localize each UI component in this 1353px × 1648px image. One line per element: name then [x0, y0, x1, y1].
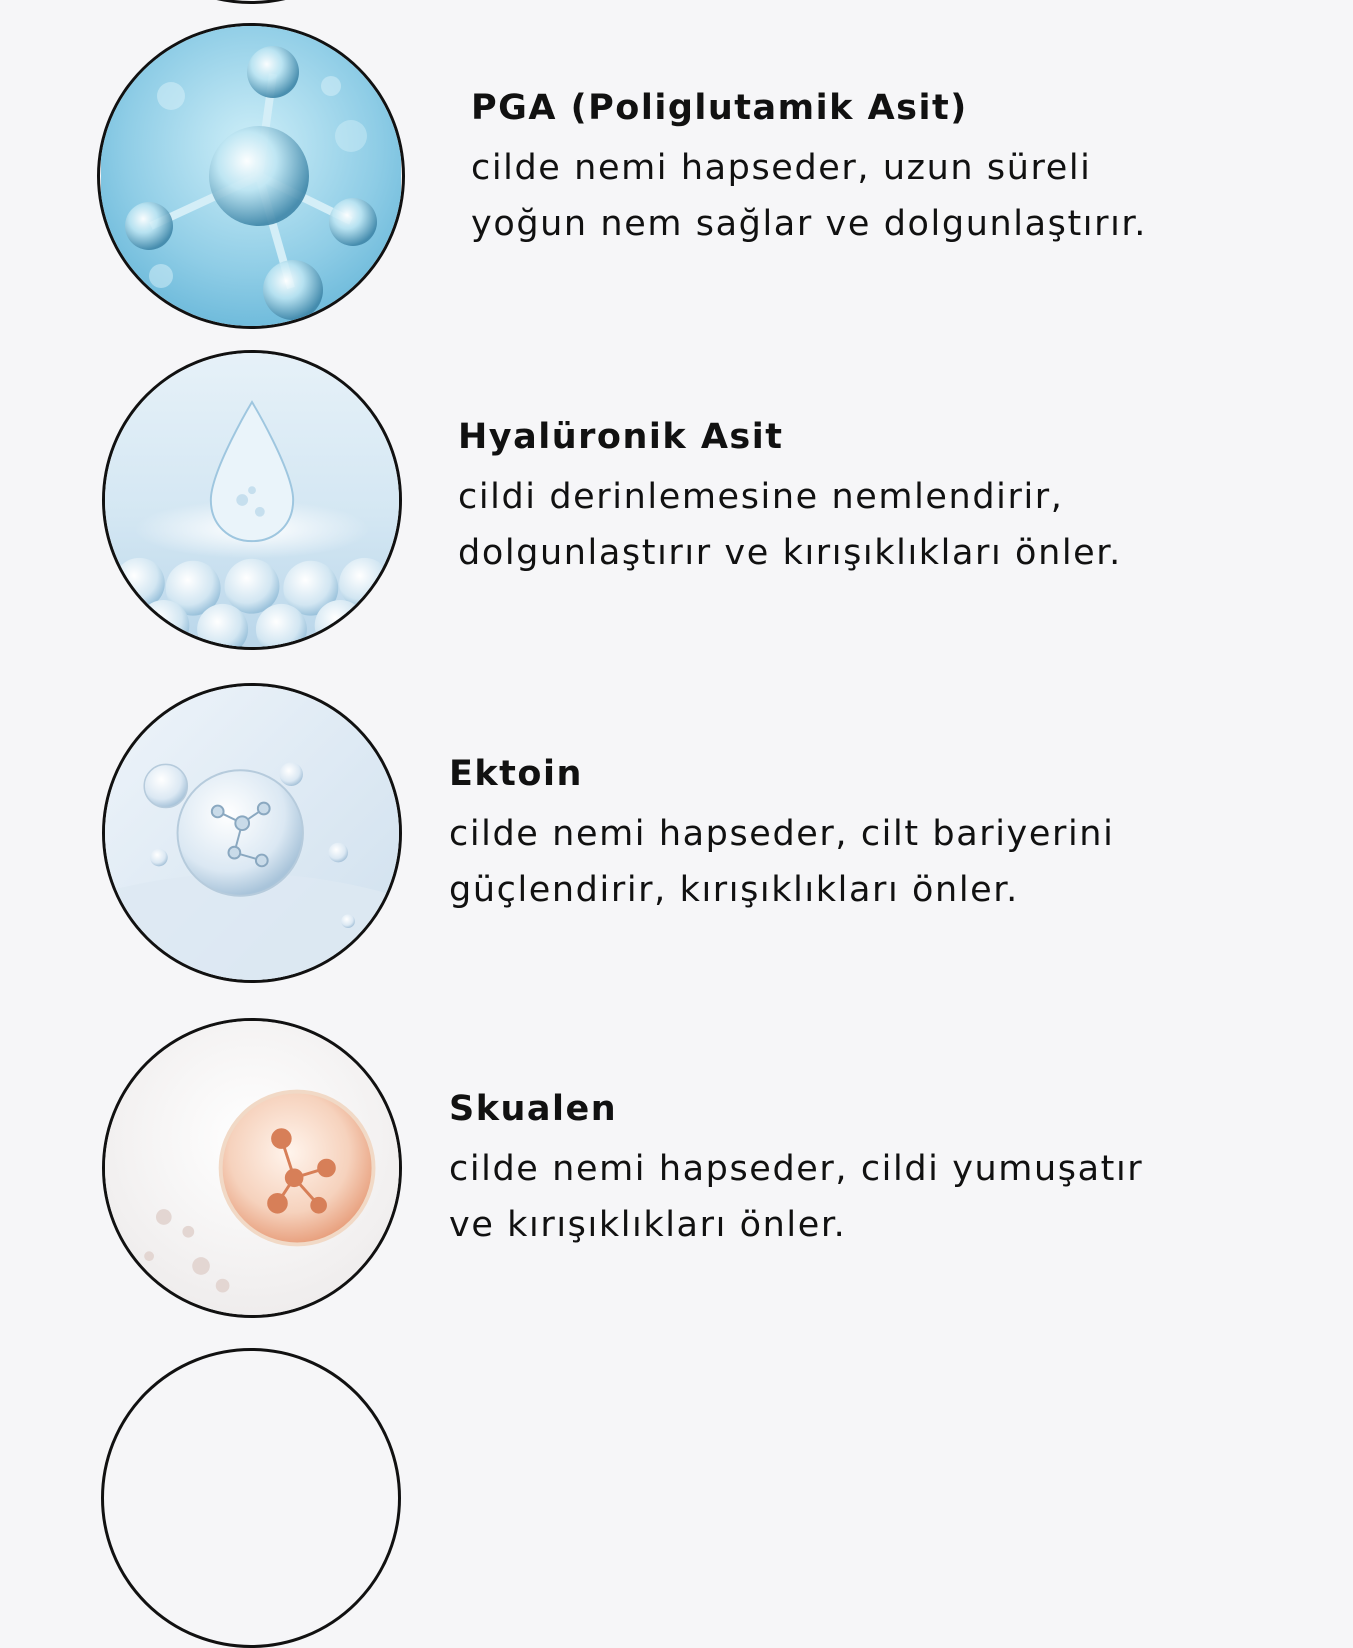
ingredient-description-line: cilde nemi hapseder, cilt bariyerini — [449, 814, 1115, 854]
ingredient-item-hyaluronik-asit — [0, 347, 1353, 667]
molecule-image — [97, 23, 405, 329]
ingredient-title: Ektoin — [449, 754, 583, 794]
previous-ingredient-image-edge — [101, 0, 401, 4]
ingredient-description-line: cilde nemi hapseder, uzun süreli — [471, 148, 1092, 188]
ingredient-text — [449, 750, 1309, 918]
next-ingredient-image-edge — [101, 1348, 401, 1648]
bubble-molecule-image — [102, 683, 402, 983]
ingredient-description-line: yoğun nem sağlar ve dolgunlaştırır. — [471, 204, 1147, 244]
oil-capsule-image — [102, 1018, 402, 1318]
ingredient-description-line: cildi derinlemesine nemlendirir, — [458, 477, 1064, 517]
ingredient-description-line: ve kırışıklıkları önler. — [449, 1205, 847, 1245]
water-drop-image — [102, 350, 402, 650]
ingredient-item-pga — [0, 20, 1353, 340]
ingredient-title: Hyalüronik Asit — [458, 417, 784, 457]
ingredient-description-line: güçlendirir, kırışıklıkları önler. — [449, 870, 1019, 910]
ingredient-text — [458, 413, 1318, 581]
ingredient-item-skualen — [0, 1015, 1353, 1335]
ingredient-title: PGA (Poliglutamik Asit) — [471, 88, 968, 128]
ingredient-title: Skualen — [449, 1089, 618, 1129]
ingredient-item-ektoin — [0, 680, 1353, 1000]
ingredient-text — [471, 84, 1331, 252]
ingredient-text — [449, 1085, 1309, 1253]
ingredient-description-line: cilde nemi hapseder, cildi yumuşatır — [449, 1149, 1144, 1189]
ingredient-description-line: dolgunlaştırır ve kırışıklıkları önler. — [458, 533, 1122, 573]
